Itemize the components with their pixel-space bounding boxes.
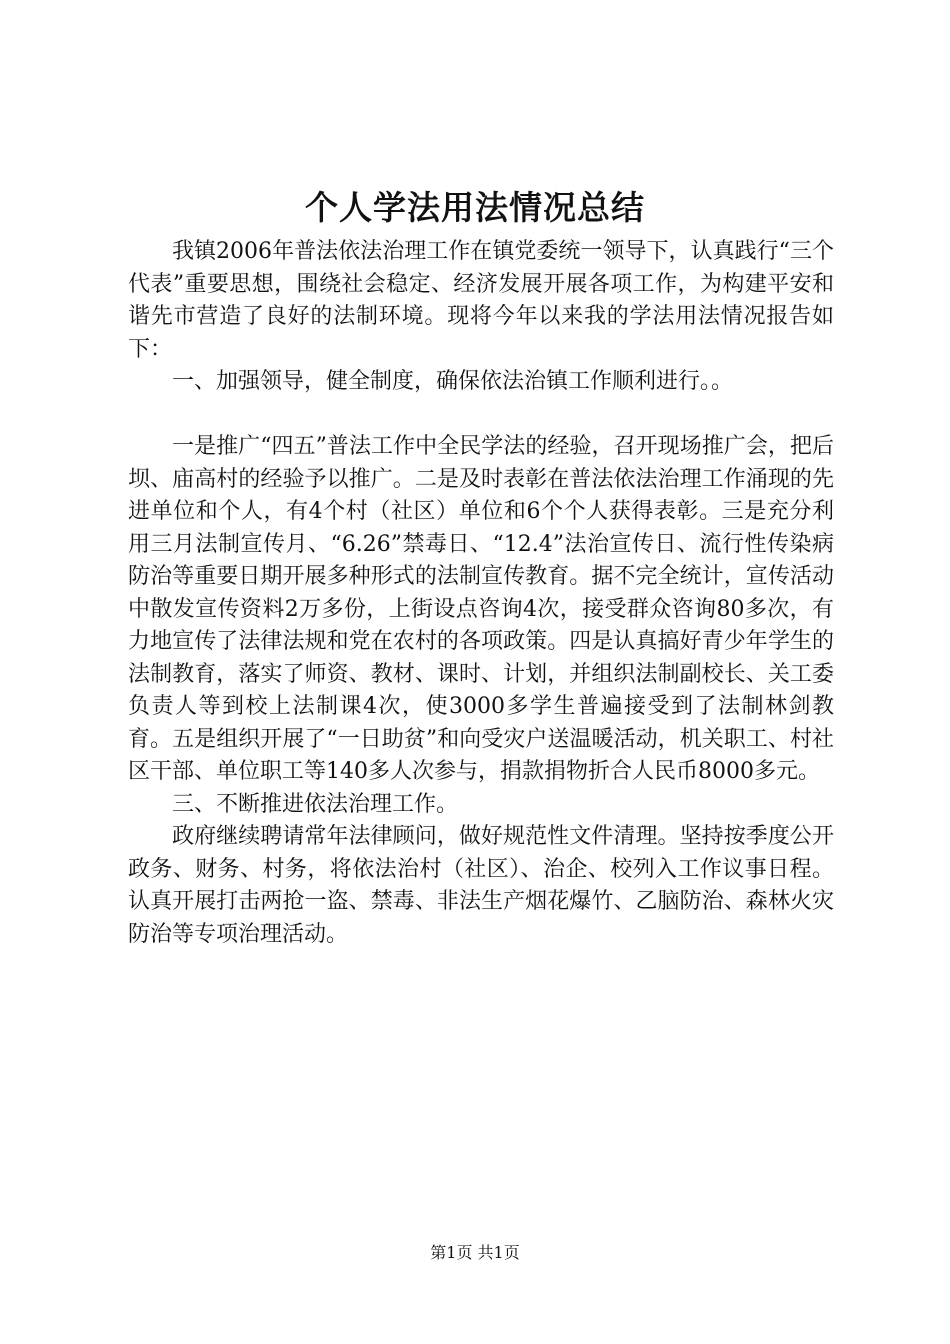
document-body xyxy=(128,236,834,951)
page-number-footer: 第1页 共1页 xyxy=(430,1243,520,1262)
section-1-body-paragraph: 一是推广“四五”普法工作中全民学法的经验，召开现场推广会，把后坝、庙高村的经验予以推广。二是及时表彰在普法依法治理工作涌现的先进单位和个人，有4个村（社区）单位和6个个人获得表彰。三是充分利用三月法制宣传月、“6.26”禁毒日、“12.4”法治宣传日、流行性传染病防治等重要日期开展多种形式的法制宣传教育。据不完全统计，宣传活动中散发宣传资料2万多份，上街设点咨询4次，接受群众咨询80多次，有力地宣传了法律法规和党在农村的各项政策。四是认真搞好青少年学生的法制教育，落实了师资、教材、课时、计划，并组织法制副校长、关工委负责人等到校上法制课4次，使3000多学生普遍接受到了法制林剑教育。五是组织开展了“一日助贫”和向受灾户送温暖活动，机关职工、村社区干部、单位职工等140多人次参与，捐款捐物折合人民币8000多元。 xyxy=(128,434,834,784)
intro-paragraph: 我镇2006年普法依法治理工作在镇党委统一领导下，认真践行“三个代表”重要思想，围绕社会稳定、经济发展开展各项工作，为构建平安和谐先市营造了良好的法制环境。现将今年以来我的学法用法情况报告如下： xyxy=(128,239,834,362)
section-3-body-paragraph: 政府继续聘请常年法律顾问，做好规范性文件清理。坚持按季度公开政务、财务、村务，将依法治村（社区）、治企、校列入工作议事日程。认真开展打击两抢一盗、禁毒、非法生产烟花爆竹、乙脑防治、森林火灾防治等专项治理活动。 xyxy=(128,824,834,947)
document-title: 个人学法用法情况总结 xyxy=(305,188,645,227)
section-heading-1: 一、加强领导，健全制度，确保依法治镇工作顺利进行。。 xyxy=(172,369,734,394)
section-heading-3: 三、不断推进依法治理工作。 xyxy=(172,791,459,817)
